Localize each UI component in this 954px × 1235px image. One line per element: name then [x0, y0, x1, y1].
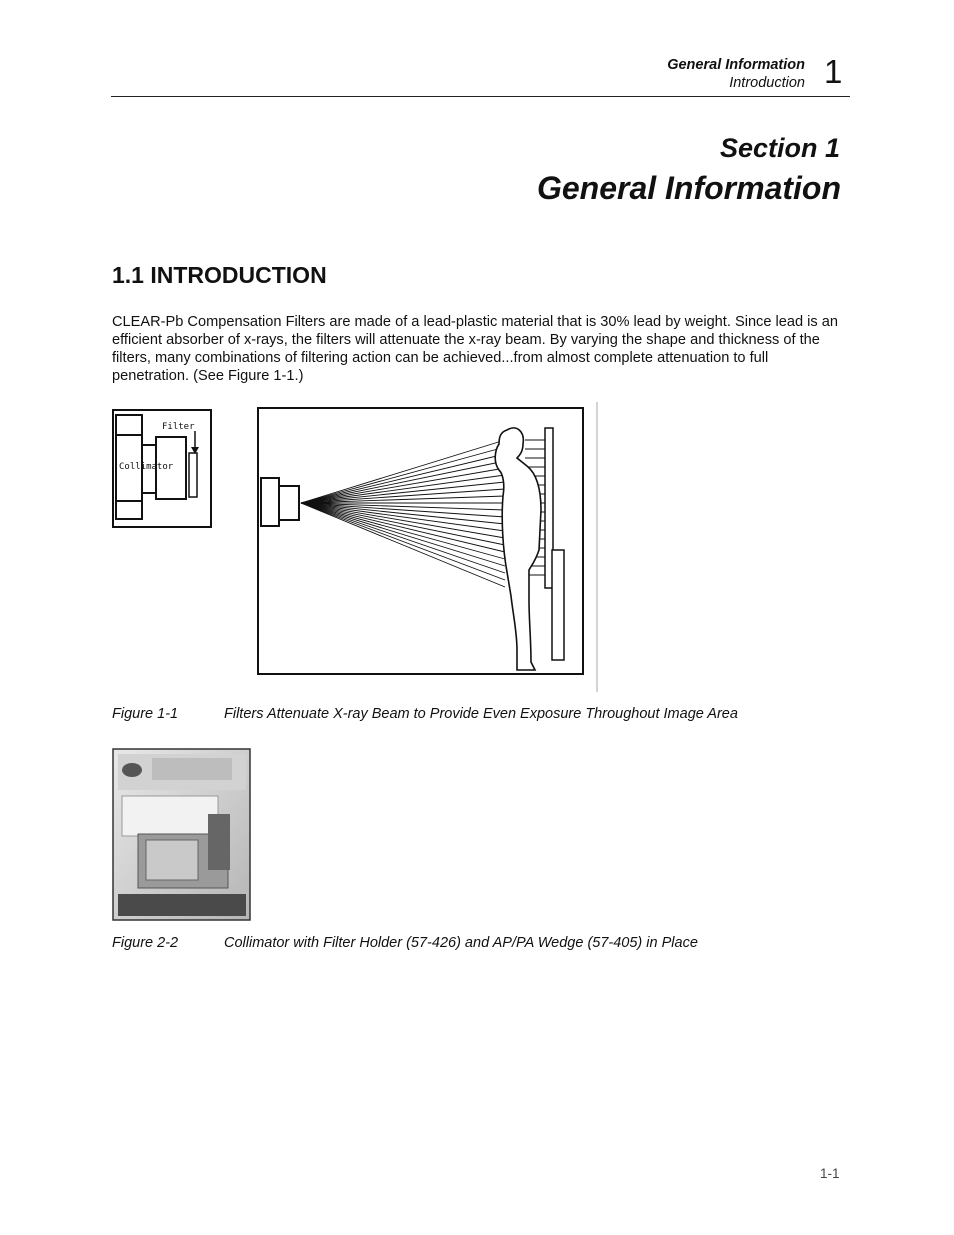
xray-beam-illustration	[255, 400, 601, 695]
page-number: 1-1	[820, 1166, 840, 1181]
collimator-photo	[112, 748, 252, 922]
collimator-label: Collimator	[119, 462, 174, 472]
figure2-number: Figure 2-2	[112, 935, 179, 951]
header-rule	[111, 96, 850, 97]
chapter-number: 1	[824, 53, 843, 90]
figure2-caption: Collimator with Filter Holder (57-426) and AP/PA Wedge (57-405) in Place	[224, 935, 698, 951]
intro-paragraph: CLEAR-Pb Compensation Filters are made of a lead-plastic material that is 30% lead by weight. Since lead is an efficient absorber of x-rays, the filters will attenuate the x-ray beam. By varying the shape and thickness of the filters, many combinations of filtering action can be achieved...from almost complete attenuation to full penetration. (See Figure 1-1.)	[112, 314, 838, 384]
subsection-heading: 1.1 INTRODUCTION	[112, 262, 327, 288]
running-header-subtitle: Introduction	[729, 75, 805, 91]
section-title: General Information	[536, 170, 841, 206]
figure1-number: Figure 1-1	[112, 706, 179, 722]
figure1-caption: Filters Attenuate X-ray Beam to Provide Even Exposure Throughout Image Area	[224, 706, 738, 722]
filter-label: Filter	[162, 422, 195, 432]
running-header-title: General Information	[667, 57, 805, 73]
collimator-filter-inset-diagram	[110, 407, 214, 531]
section-label: Section 1	[719, 133, 840, 163]
